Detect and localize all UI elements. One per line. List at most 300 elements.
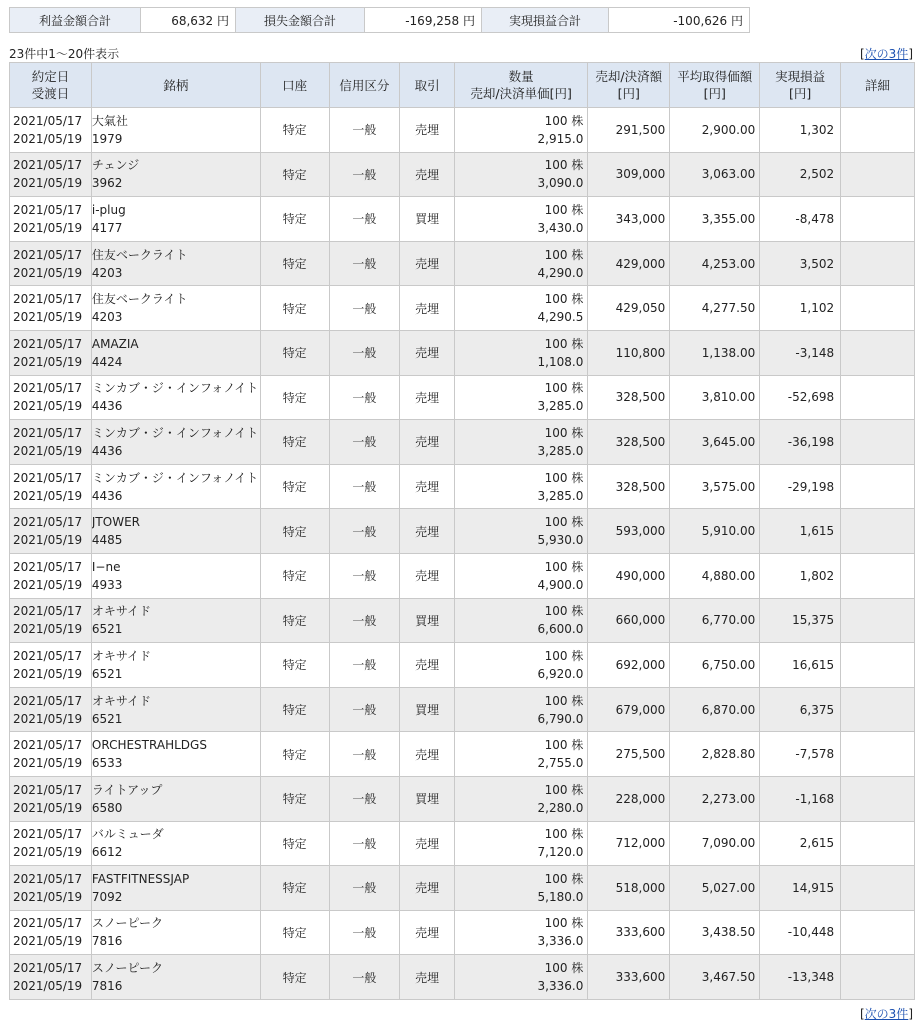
- sale-amount: 712,000: [588, 821, 670, 866]
- trade-date: 2021/05/17: [13, 604, 83, 619]
- trade-type: 売埋: [400, 152, 455, 197]
- unit-price: 4,900.0: [537, 577, 584, 592]
- settle-date: 2021/05/19: [13, 934, 83, 949]
- stock-name: FASTFITNESSJAP: [91, 871, 190, 886]
- detail-cell: [841, 866, 915, 911]
- unit-price: 2,280.0: [537, 800, 584, 815]
- date-cell: [10, 464, 92, 509]
- realized-pl: 1,302: [760, 108, 841, 153]
- trade-date: 2021/05/17: [13, 247, 83, 262]
- avg-cost: 3,645.00: [670, 420, 760, 465]
- trade-date: 2021/05/17: [13, 827, 83, 842]
- credit-type: 一般: [329, 330, 400, 375]
- settle-date: 2021/05/19: [13, 488, 83, 503]
- header-realized-pl: 実現損益 [円]: [760, 63, 841, 108]
- next-page-link[interactable]: 次の3件: [864, 47, 909, 61]
- settle-date: 2021/05/19: [13, 220, 83, 235]
- settle-date: 2021/05/19: [13, 800, 83, 815]
- realized-pl: -10,448: [760, 910, 841, 955]
- date-cell: [10, 553, 92, 598]
- stock-cell: [91, 152, 260, 197]
- unit-price: 3,430.0: [537, 220, 584, 235]
- quantity: 100 株: [544, 292, 584, 307]
- quantity: 100 株: [544, 693, 584, 708]
- stock-cell: [91, 732, 260, 777]
- settle-date: 2021/05/19: [13, 399, 83, 414]
- stock-name: 住友ベークライト: [91, 292, 188, 307]
- quantity: 100 株: [544, 158, 584, 173]
- settle-date: 2021/05/19: [13, 176, 83, 191]
- detail-cell: [841, 776, 915, 821]
- trade-type: 買埋: [400, 687, 455, 732]
- sale-amount: 328,500: [588, 464, 670, 509]
- trade-type: 売埋: [400, 420, 455, 465]
- stock-name: スノーピーク: [91, 961, 164, 976]
- stock-cell: [91, 375, 260, 420]
- avg-cost: 7,090.00: [670, 821, 760, 866]
- settle-date: 2021/05/19: [13, 711, 83, 726]
- date-cell: [10, 643, 92, 688]
- header-credit: 信用区分: [329, 63, 400, 108]
- credit-type: 一般: [329, 955, 400, 1000]
- unit-price: 3,336.0: [537, 934, 584, 949]
- stock-name: AMAZIA: [91, 336, 139, 351]
- account-type: 特定: [260, 732, 329, 777]
- credit-type: 一般: [329, 776, 400, 821]
- stock-cell: [91, 286, 260, 331]
- stock-code: 4436: [91, 443, 123, 458]
- next-page-bottom: [次の3件]: [859, 1007, 913, 1021]
- realized-pl-table: [9, 62, 915, 1000]
- quantity: 100 株: [544, 247, 584, 262]
- avg-cost: 6,870.00: [670, 687, 760, 732]
- realized-total-value: -100,626 円: [609, 8, 750, 33]
- detail-cell: [841, 286, 915, 331]
- trade-date: 2021/05/17: [13, 470, 83, 485]
- qty-price-cell: [454, 464, 587, 509]
- settle-date: 2021/05/19: [13, 533, 83, 548]
- unit-price: 6,600.0: [537, 622, 584, 637]
- unit-price: 4,290.0: [537, 265, 584, 280]
- header-trade: 取引: [400, 63, 455, 108]
- realized-pl: 2,502: [760, 152, 841, 197]
- stock-name: オキサイド: [91, 693, 152, 708]
- account-type: 特定: [260, 241, 329, 286]
- qty-price-cell: [454, 241, 587, 286]
- detail-cell: [841, 420, 915, 465]
- next-page-top: [次の3件]: [859, 47, 913, 61]
- unit-price: 3,090.0: [537, 176, 584, 191]
- settle-date: 2021/05/19: [13, 845, 83, 860]
- account-type: 特定: [260, 553, 329, 598]
- stock-code: 6533: [91, 756, 123, 771]
- stock-code: 6521: [91, 711, 123, 726]
- account-type: 特定: [260, 420, 329, 465]
- realized-pl: 1,615: [760, 509, 841, 554]
- table-row: [10, 643, 915, 688]
- trade-type: 売埋: [400, 108, 455, 153]
- quantity: 100 株: [544, 202, 584, 217]
- trade-date: 2021/05/17: [13, 425, 83, 440]
- account-type: 特定: [260, 955, 329, 1000]
- avg-cost: 3,063.00: [670, 152, 760, 197]
- realized-pl: 3,502: [760, 241, 841, 286]
- stock-name: ORCHESTRAHLDGS: [91, 738, 207, 753]
- trade-date: 2021/05/17: [13, 916, 83, 931]
- settle-date: 2021/05/19: [13, 354, 83, 369]
- stock-code: 7816: [91, 934, 123, 949]
- qty-price-cell: [454, 509, 587, 554]
- credit-type: 一般: [329, 643, 400, 688]
- stock-name: ミンカブ・ジ・インフォノイト: [91, 381, 259, 396]
- realized-pl: -8,478: [760, 197, 841, 242]
- unit-price: 2,915.0: [537, 131, 584, 146]
- table-row: [10, 866, 915, 911]
- sale-amount: 328,500: [588, 420, 670, 465]
- settle-date: 2021/05/19: [13, 443, 83, 458]
- stock-name: チェンジ: [91, 158, 140, 173]
- table-row: [10, 375, 915, 420]
- sale-amount: 343,000: [588, 197, 670, 242]
- sale-amount: 429,000: [588, 241, 670, 286]
- avg-cost: 2,273.00: [670, 776, 760, 821]
- stock-name: バルミューダ: [91, 827, 164, 842]
- detail-cell: [841, 509, 915, 554]
- account-type: 特定: [260, 286, 329, 331]
- quantity: 100 株: [544, 113, 584, 128]
- trade-type: 売埋: [400, 509, 455, 554]
- date-cell: [10, 598, 92, 643]
- stock-cell: [91, 866, 260, 911]
- stock-cell: [91, 821, 260, 866]
- stock-code: 4485: [91, 533, 123, 548]
- credit-type: 一般: [329, 375, 400, 420]
- stock-cell: [91, 509, 260, 554]
- stock-code: 4203: [91, 265, 123, 280]
- detail-cell: [841, 910, 915, 955]
- quantity: 100 株: [544, 648, 584, 663]
- stock-name: ライトアップ: [91, 782, 163, 797]
- trade-type: 売埋: [400, 330, 455, 375]
- account-type: 特定: [260, 776, 329, 821]
- realized-pl: 6,375: [760, 687, 841, 732]
- credit-type: 一般: [329, 197, 400, 242]
- stock-code: 6521: [91, 622, 123, 637]
- sale-amount: 679,000: [588, 687, 670, 732]
- sale-amount: 490,000: [588, 553, 670, 598]
- quantity: 100 株: [544, 559, 584, 574]
- stock-name: オキサイド: [91, 648, 152, 663]
- account-type: 特定: [260, 821, 329, 866]
- detail-cell: [841, 375, 915, 420]
- date-cell: [10, 152, 92, 197]
- detail-cell: [841, 643, 915, 688]
- quantity: 100 株: [544, 916, 584, 931]
- date-cell: [10, 241, 92, 286]
- unit-price: 5,180.0: [537, 889, 584, 904]
- trade-date: 2021/05/17: [13, 782, 83, 797]
- date-cell: [10, 732, 92, 777]
- credit-type: 一般: [329, 108, 400, 153]
- stock-code: 4436: [91, 488, 123, 503]
- stock-name: JTOWER: [91, 515, 140, 530]
- trade-type: 売埋: [400, 464, 455, 509]
- stock-name: ミンカブ・ジ・インフォノイト: [91, 425, 259, 440]
- settle-date: 2021/05/19: [13, 577, 83, 592]
- sale-amount: 660,000: [588, 598, 670, 643]
- settle-date: 2021/05/19: [13, 889, 83, 904]
- table-row: [10, 821, 915, 866]
- stock-code: 7092: [91, 889, 123, 904]
- date-cell: [10, 197, 92, 242]
- trade-date: 2021/05/17: [13, 158, 83, 173]
- account-type: 特定: [260, 866, 329, 911]
- trade-type: 売埋: [400, 821, 455, 866]
- date-cell: [10, 375, 92, 420]
- result-count: 23件中1～20件表示: [9, 47, 120, 61]
- stock-code: 4436: [91, 399, 123, 414]
- detail-cell: [841, 553, 915, 598]
- credit-type: 一般: [329, 420, 400, 465]
- stock-name: i-plug: [91, 202, 126, 217]
- qty-price-cell: [454, 955, 587, 1000]
- settle-date: 2021/05/19: [13, 131, 83, 146]
- unit-price: 3,336.0: [537, 979, 584, 994]
- date-cell: [10, 509, 92, 554]
- stock-code: 6521: [91, 666, 123, 681]
- qty-price-cell: [454, 866, 587, 911]
- unit-price: 3,285.0: [537, 399, 584, 414]
- realized-pl: -7,578: [760, 732, 841, 777]
- avg-cost: 3,438.50: [670, 910, 760, 955]
- quantity: 100 株: [544, 425, 584, 440]
- credit-type: 一般: [329, 509, 400, 554]
- stock-cell: [91, 643, 260, 688]
- trade-date: 2021/05/17: [13, 381, 83, 396]
- table-row: [10, 776, 915, 821]
- stock-cell: [91, 420, 260, 465]
- trade-date: 2021/05/17: [13, 871, 83, 886]
- stock-code: 7816: [91, 979, 123, 994]
- trade-type: 売埋: [400, 910, 455, 955]
- stock-cell: [91, 553, 260, 598]
- header-name: 銘柄: [91, 63, 260, 108]
- table-row: [10, 108, 915, 153]
- stock-name: スノーピーク: [91, 916, 164, 931]
- credit-type: 一般: [329, 553, 400, 598]
- detail-cell: [841, 821, 915, 866]
- table-row: [10, 464, 915, 509]
- table-row: [10, 553, 915, 598]
- stock-name: I−ne: [91, 559, 121, 574]
- table-row: [10, 598, 915, 643]
- credit-type: 一般: [329, 821, 400, 866]
- unit-price: 2,755.0: [537, 756, 584, 771]
- qty-price-cell: [454, 330, 587, 375]
- quantity: 100 株: [544, 604, 584, 619]
- unit-price: 3,285.0: [537, 488, 584, 503]
- credit-type: 一般: [329, 286, 400, 331]
- table-row: [10, 152, 915, 197]
- table-header: [10, 63, 915, 108]
- realized-pl: 15,375: [760, 598, 841, 643]
- trade-type: 売埋: [400, 732, 455, 777]
- stock-cell: [91, 330, 260, 375]
- quantity: 100 株: [544, 515, 584, 530]
- quantity: 100 株: [544, 961, 584, 976]
- avg-cost: 4,253.00: [670, 241, 760, 286]
- account-type: 特定: [260, 687, 329, 732]
- realized-pl: -36,198: [760, 420, 841, 465]
- unit-price: 6,790.0: [537, 711, 584, 726]
- realized-pl: 1,802: [760, 553, 841, 598]
- date-cell: [10, 286, 92, 331]
- avg-cost: 2,828.80: [670, 732, 760, 777]
- detail-cell: [841, 464, 915, 509]
- table-row: [10, 687, 915, 732]
- trade-date: 2021/05/17: [13, 292, 83, 307]
- stock-name: 住友ベークライト: [91, 247, 188, 262]
- avg-cost: 5,910.00: [670, 509, 760, 554]
- credit-type: 一般: [329, 866, 400, 911]
- qty-price-cell: [454, 598, 587, 643]
- realized-pl: 2,615: [760, 821, 841, 866]
- unit-price: 5,930.0: [537, 533, 584, 548]
- table-row: [10, 732, 915, 777]
- table-row: [10, 955, 915, 1000]
- stock-code: 4933: [91, 577, 123, 592]
- trade-date: 2021/05/17: [13, 961, 83, 976]
- qty-price-cell: [454, 420, 587, 465]
- sale-amount: 291,500: [588, 108, 670, 153]
- realized-pl: 16,615: [760, 643, 841, 688]
- header-detail: 詳細: [841, 63, 915, 108]
- detail-cell: [841, 152, 915, 197]
- sale-amount: 309,000: [588, 152, 670, 197]
- stock-cell: [91, 955, 260, 1000]
- loss-total-label: 損失金額合計: [236, 8, 365, 33]
- realized-pl: 14,915: [760, 866, 841, 911]
- account-type: 特定: [260, 197, 329, 242]
- account-type: 特定: [260, 152, 329, 197]
- avg-cost: 2,900.00: [670, 108, 760, 153]
- sale-amount: 429,050: [588, 286, 670, 331]
- quantity: 100 株: [544, 827, 584, 842]
- stock-code: 6612: [91, 845, 123, 860]
- account-type: 特定: [260, 108, 329, 153]
- next-page-link[interactable]: 次の3件: [864, 1007, 909, 1021]
- profit-total-value: 68,632 円: [141, 8, 236, 33]
- trade-type: 売埋: [400, 375, 455, 420]
- account-type: 特定: [260, 598, 329, 643]
- stock-cell: [91, 910, 260, 955]
- table-row: [10, 241, 915, 286]
- settle-date: 2021/05/19: [13, 265, 83, 280]
- qty-price-cell: [454, 108, 587, 153]
- qty-price-cell: [454, 197, 587, 242]
- header-dates: 約定日 受渡日: [10, 63, 92, 108]
- trade-type: 買埋: [400, 598, 455, 643]
- credit-type: 一般: [329, 464, 400, 509]
- settle-date: 2021/05/19: [13, 310, 83, 325]
- date-cell: [10, 910, 92, 955]
- realized-pl: -52,698: [760, 375, 841, 420]
- stock-cell: [91, 197, 260, 242]
- qty-price-cell: [454, 732, 587, 777]
- trade-type: 売埋: [400, 241, 455, 286]
- quantity: 100 株: [544, 871, 584, 886]
- table-row: [10, 330, 915, 375]
- trade-type: 売埋: [400, 553, 455, 598]
- date-cell: [10, 687, 92, 732]
- account-type: 特定: [260, 464, 329, 509]
- summary-table: [9, 7, 750, 33]
- realized-pl: -29,198: [760, 464, 841, 509]
- avg-cost: 3,810.00: [670, 375, 760, 420]
- qty-price-cell: [454, 821, 587, 866]
- header-qty-price: 数量 売却/決済単価[円]: [454, 63, 587, 108]
- avg-cost: 1,138.00: [670, 330, 760, 375]
- qty-price-cell: [454, 776, 587, 821]
- avg-cost: 6,750.00: [670, 643, 760, 688]
- quantity: 100 株: [544, 336, 584, 351]
- avg-cost: 5,027.00: [670, 866, 760, 911]
- stock-code: 4177: [91, 220, 123, 235]
- detail-cell: [841, 687, 915, 732]
- detail-cell: [841, 330, 915, 375]
- quantity: 100 株: [544, 782, 584, 797]
- quantity: 100 株: [544, 738, 584, 753]
- settle-date: 2021/05/19: [13, 756, 83, 771]
- qty-price-cell: [454, 643, 587, 688]
- sale-amount: 328,500: [588, 375, 670, 420]
- trade-type: 売埋: [400, 643, 455, 688]
- qty-price-cell: [454, 553, 587, 598]
- credit-type: 一般: [329, 687, 400, 732]
- trade-date: 2021/05/17: [13, 515, 83, 530]
- trade-date: 2021/05/17: [13, 559, 83, 574]
- table-row: [10, 197, 915, 242]
- unit-price: 6,920.0: [537, 666, 584, 681]
- stock-code: 4203: [91, 310, 123, 325]
- avg-cost: 3,575.00: [670, 464, 760, 509]
- trade-date: 2021/05/17: [13, 336, 83, 351]
- date-cell: [10, 821, 92, 866]
- account-type: 特定: [260, 375, 329, 420]
- account-type: 特定: [260, 643, 329, 688]
- detail-cell: [841, 598, 915, 643]
- trade-type: 売埋: [400, 286, 455, 331]
- account-type: 特定: [260, 910, 329, 955]
- unit-price: 4,290.5: [537, 310, 584, 325]
- sale-amount: 275,500: [588, 732, 670, 777]
- qty-price-cell: [454, 286, 587, 331]
- avg-cost: 4,277.50: [670, 286, 760, 331]
- trade-type: 売埋: [400, 866, 455, 911]
- credit-type: 一般: [329, 241, 400, 286]
- stock-cell: [91, 108, 260, 153]
- stock-name: ミンカブ・ジ・インフォノイト: [91, 470, 259, 485]
- unit-price: 1,108.0: [537, 354, 584, 369]
- realized-pl: 1,102: [760, 286, 841, 331]
- stock-cell: [91, 598, 260, 643]
- stock-cell: [91, 687, 260, 732]
- loss-total-value: -169,258 円: [365, 8, 482, 33]
- sale-amount: 333,600: [588, 910, 670, 955]
- stock-name: オキサイド: [91, 604, 152, 619]
- table-row: [10, 286, 915, 331]
- stock-cell: [91, 776, 260, 821]
